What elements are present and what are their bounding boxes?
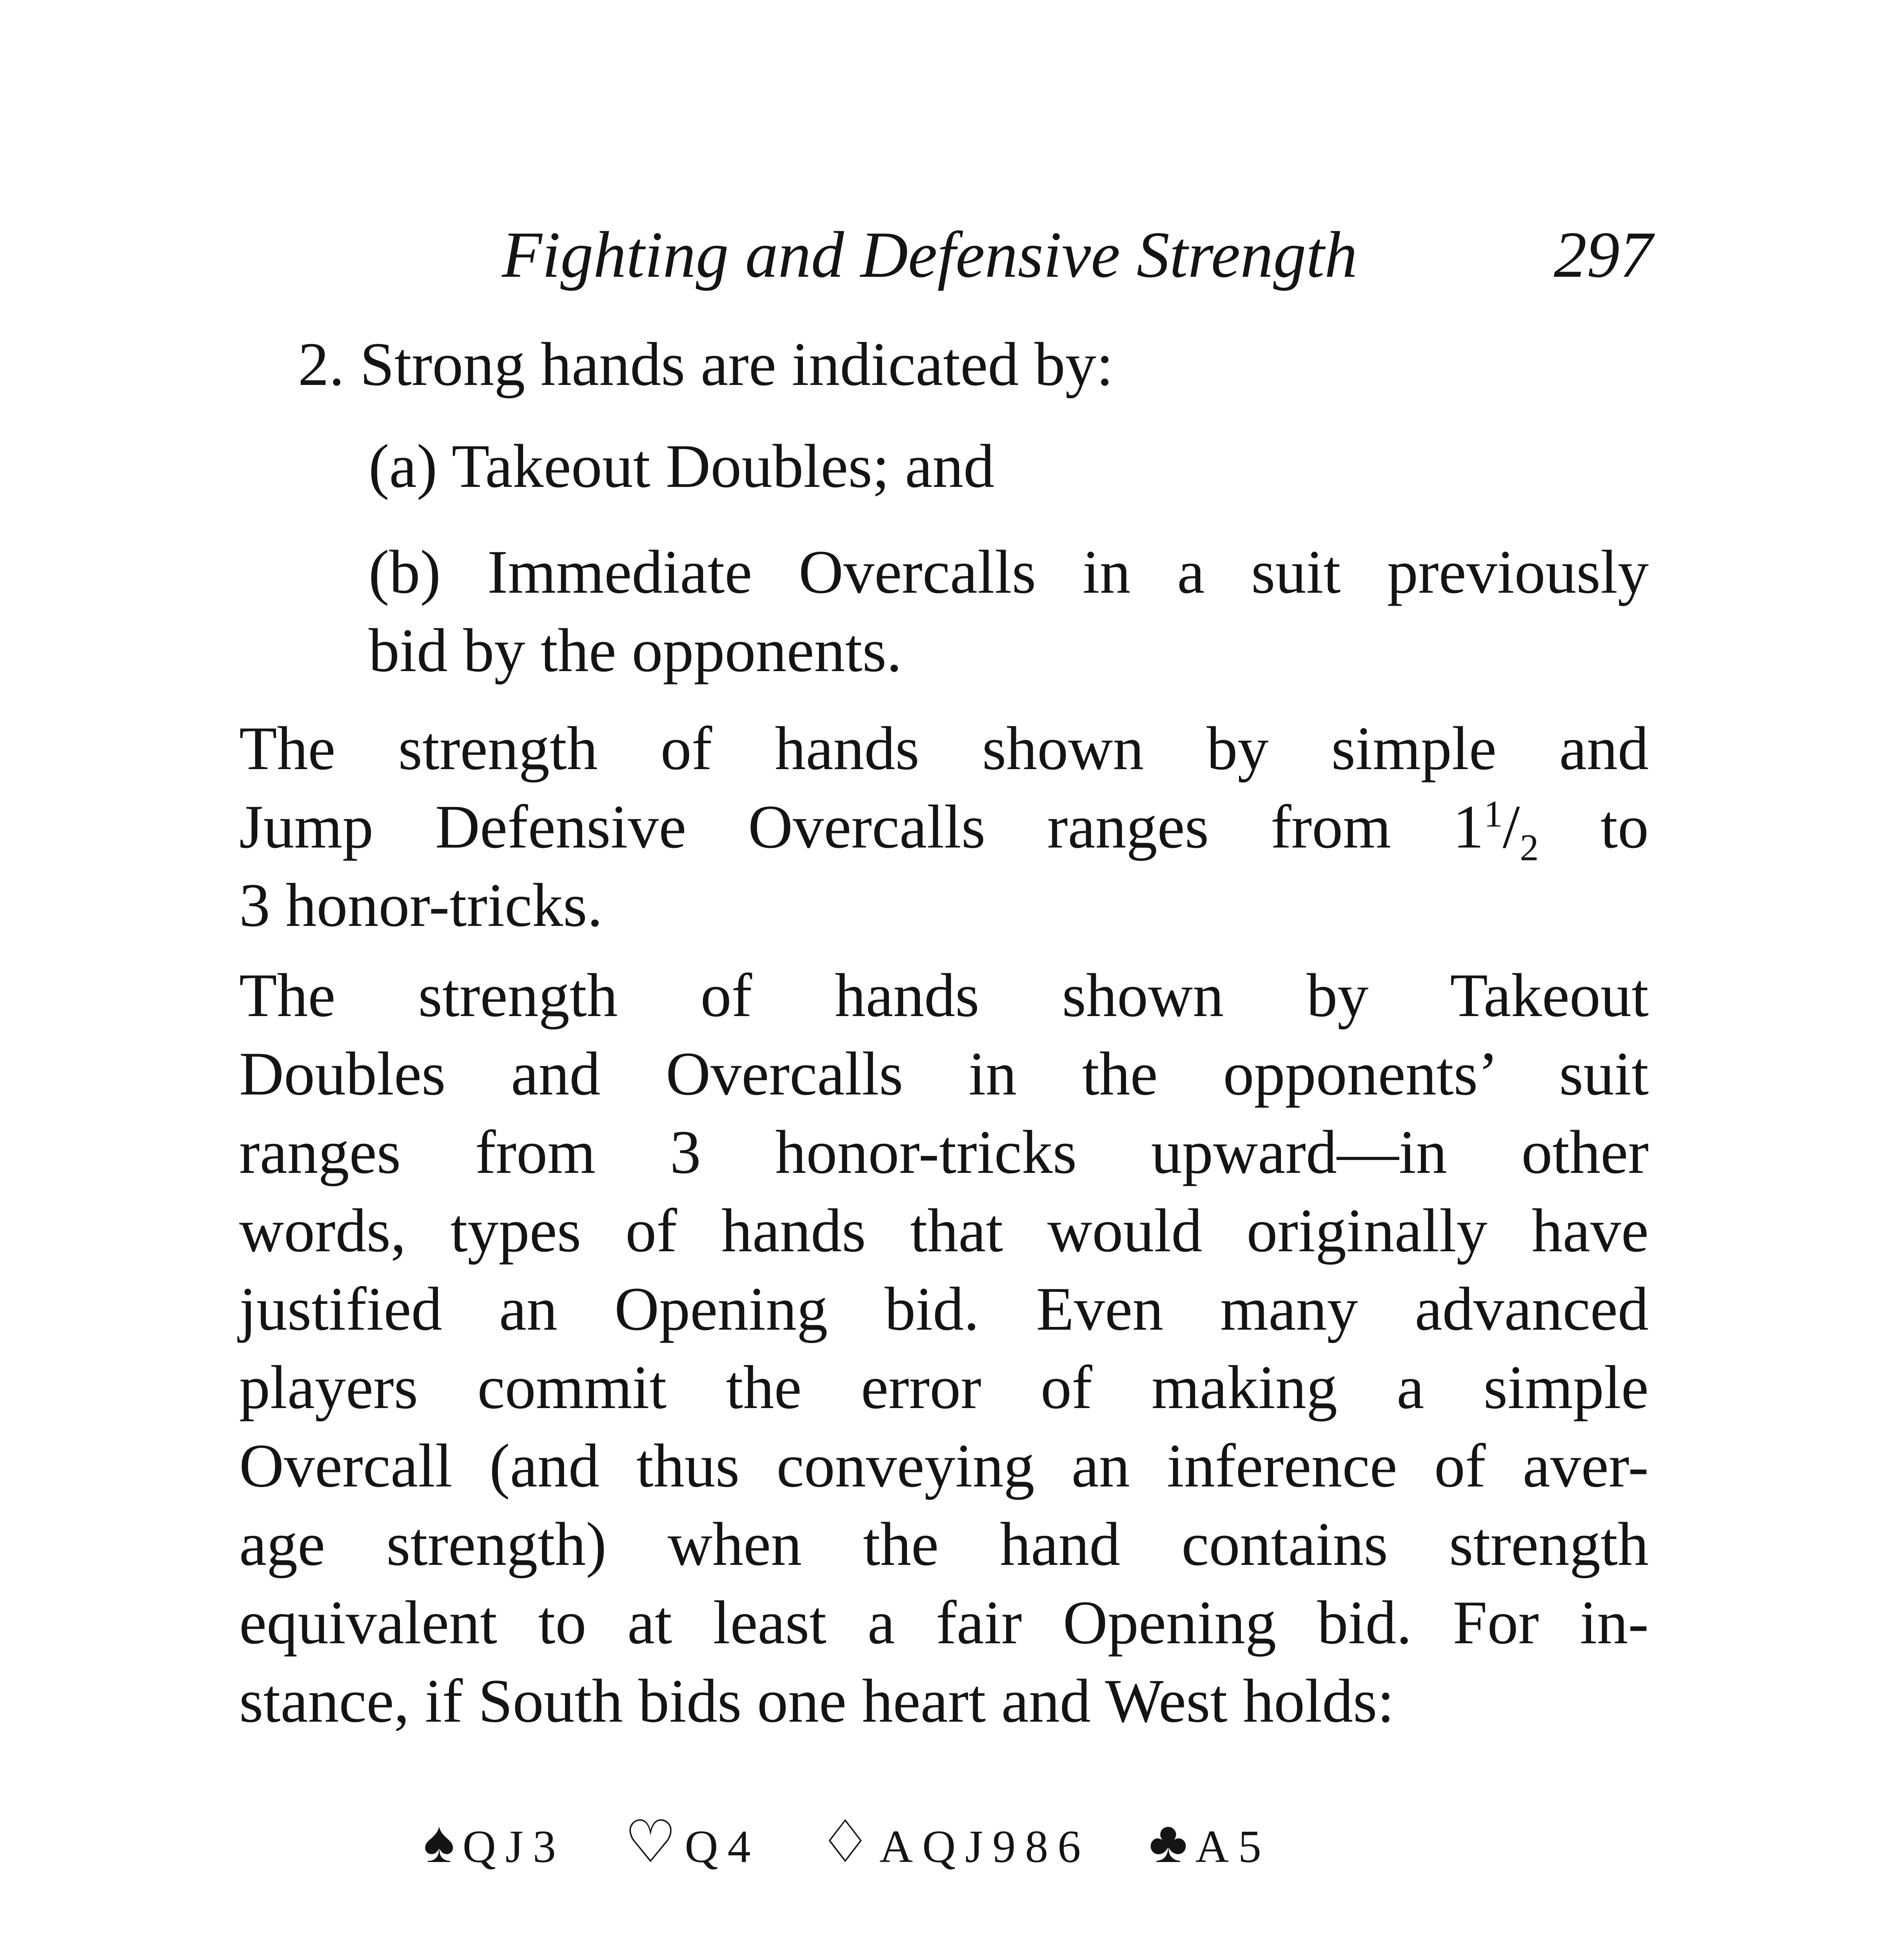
sub-item-b-line: (b) Immediate Overcalls in a suit previously (369, 538, 1649, 606)
paragraph-line: words, types of hands that would originally have (239, 1196, 1649, 1265)
bridge-hand (423, 1799, 1482, 1886)
page-header (502, 204, 1653, 306)
spades-holding (423, 1799, 565, 1890)
paragraph-line: The strength of hands shown by simple and (239, 714, 1649, 783)
paragraph-line: equivalent to at least a fair Opening bid. For in- (239, 1588, 1649, 1657)
sub-item-b-line: bid by the opponents. (369, 616, 902, 685)
club-icon: ♣ (1149, 1810, 1188, 1875)
spade-icon: ♠ (423, 1810, 455, 1875)
page-number: 297 (1554, 218, 1653, 291)
hearts-cards: Q4 (685, 1821, 760, 1872)
diamond-icon: ♢ (819, 1810, 872, 1875)
fraction-slash: / (1502, 793, 1520, 861)
running-title: Fighting and Defensive Strength (502, 218, 1358, 291)
paragraph-line: Doubles and Overcalls in the opponents’ suit (239, 1040, 1649, 1108)
paragraph-line: 3 honor-tricks. (239, 871, 603, 940)
diamonds-cards: AQJ986 (879, 1821, 1090, 1872)
paragraph-text: to (1539, 793, 1649, 861)
fraction-denominator: 2 (1520, 826, 1539, 869)
paragraph-line: justified an Opening bid. Even many advanced (239, 1275, 1649, 1343)
heart-icon: ♡ (624, 1810, 677, 1875)
sub-item-a: (a) Takeout Doubles; and (369, 432, 995, 501)
paragraph-line: ranges from 3 honor-tricks upward—in other (239, 1118, 1649, 1187)
paragraph-line (239, 788, 1649, 869)
paragraph-line: The strength of hands shown by Takeout (239, 961, 1649, 1030)
hearts-holding (624, 1799, 760, 1890)
spades-cards: QJ3 (462, 1821, 565, 1872)
list-item-2: 2. Strong hands are indicated by: (298, 330, 1113, 399)
diamonds-holding (819, 1799, 1090, 1890)
paragraph-text: Jump Defensive Overcalls ranges from 1 (239, 793, 1484, 861)
fraction-numerator: 1 (1484, 793, 1503, 835)
paragraph-line: players commit the error of making a simple (239, 1353, 1649, 1422)
paragraph-line: Overcall (and thus conveying an inference of aver- (239, 1432, 1649, 1500)
paragraph-line: stance, if South bids one heart and West holds: (239, 1667, 1395, 1735)
clubs-cards: A5 (1195, 1821, 1271, 1872)
paragraph-line: age strength) when the hand contains strength (239, 1510, 1649, 1579)
clubs-holding (1149, 1799, 1271, 1890)
